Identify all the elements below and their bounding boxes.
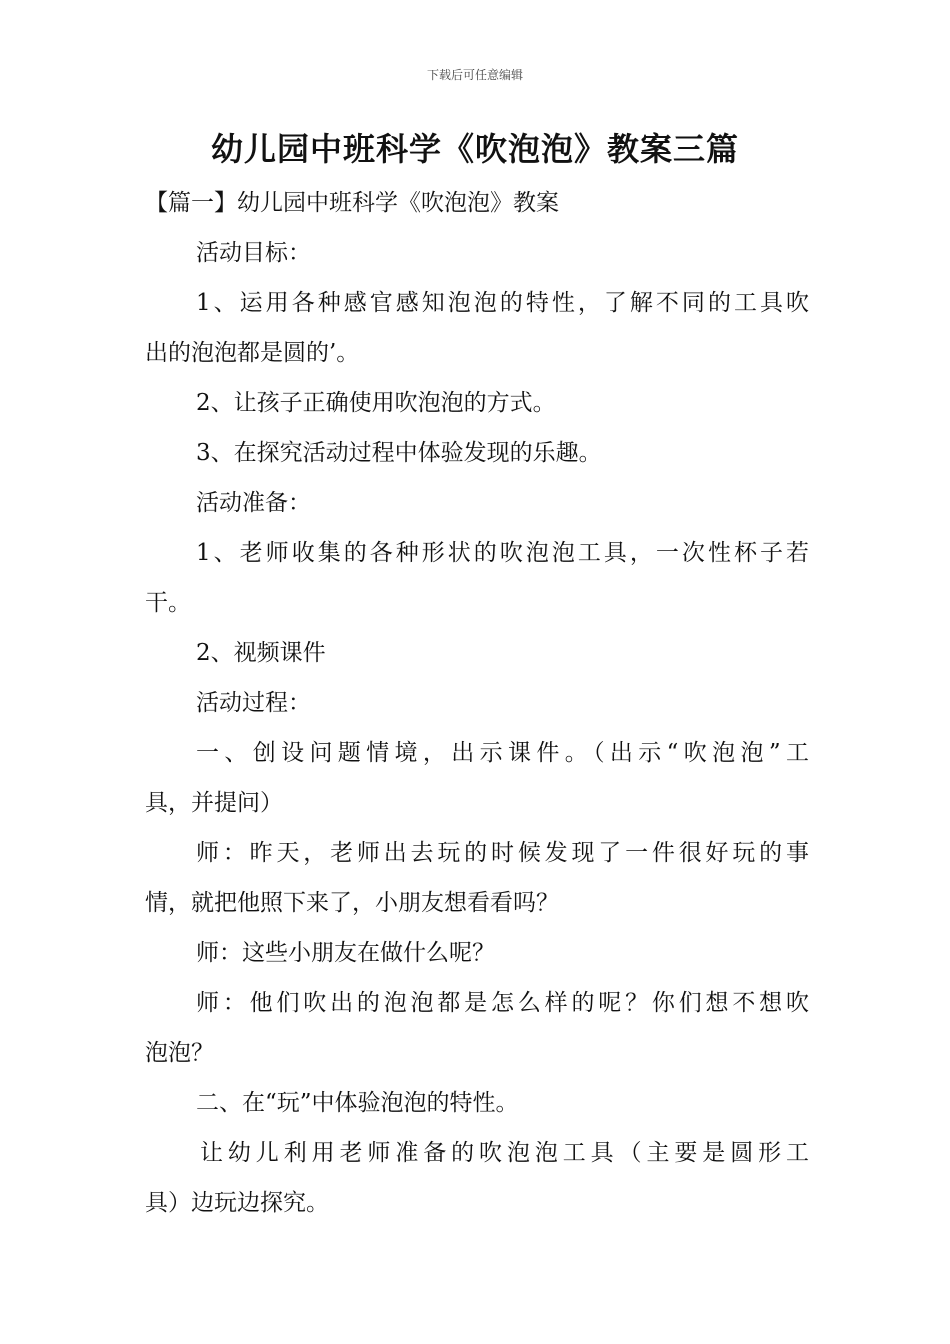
paragraph-line: 具，并提问） [145, 790, 283, 816]
paragraph-line: 让幼儿利用老师准备的吹泡泡工具（主要是圆形工 [200, 1140, 809, 1166]
paragraph-line: 1、运用各种感官感知泡泡的特性，了解不同的工具吹 [196, 290, 809, 316]
paragraph-line: 活动准备： [196, 490, 311, 516]
section-heading: 【篇一】幼儿园中班科学《吹泡泡》教案 [145, 190, 559, 216]
paragraph-line: 情，就把他照下来了，小朋友想看看吗？ [145, 890, 559, 916]
paragraph-line: 师：他们吹出的泡泡都是怎么样的呢？你们想不想吹 [196, 990, 809, 1016]
paragraph-line: 师：昨天，老师出去玩的时候发现了一件很好玩的事 [196, 840, 809, 866]
paragraph-line: 一、创设问题情境，出示课件。（出示“吹泡泡”工 [196, 740, 809, 766]
paragraph-line: 出的泡泡都是圆的’。 [145, 340, 360, 366]
document-body [145, 178, 809, 1228]
paragraph-line: 干。 [145, 590, 191, 616]
paragraph-line: 2、视频课件 [196, 640, 326, 666]
header-note: 下载后可任意编辑 [426, 68, 523, 82]
paragraph-line: 活动目标： [196, 240, 311, 266]
paragraph-line: 3、在探究活动过程中体验发现的乐趣。 [196, 440, 602, 466]
paragraph-line: 师：这些小朋友在做什么呢？ [196, 940, 495, 966]
document-title: 幼儿园中班科学《吹泡泡》教案三篇 [210, 130, 739, 168]
paragraph-line: 2、让孩子正确使用吹泡泡的方式。 [196, 390, 556, 416]
paragraph-line: 二、在“玩”中体验泡泡的特性。 [196, 1090, 519, 1116]
paragraph-line: 泡泡？ [145, 1040, 214, 1066]
paragraph-line: 具）边玩边探究。 [145, 1190, 329, 1216]
paragraph-line: 活动过程： [196, 690, 311, 716]
paragraph-line: 1、老师收集的各种形状的吹泡泡工具，一次性杯子若 [196, 540, 809, 566]
